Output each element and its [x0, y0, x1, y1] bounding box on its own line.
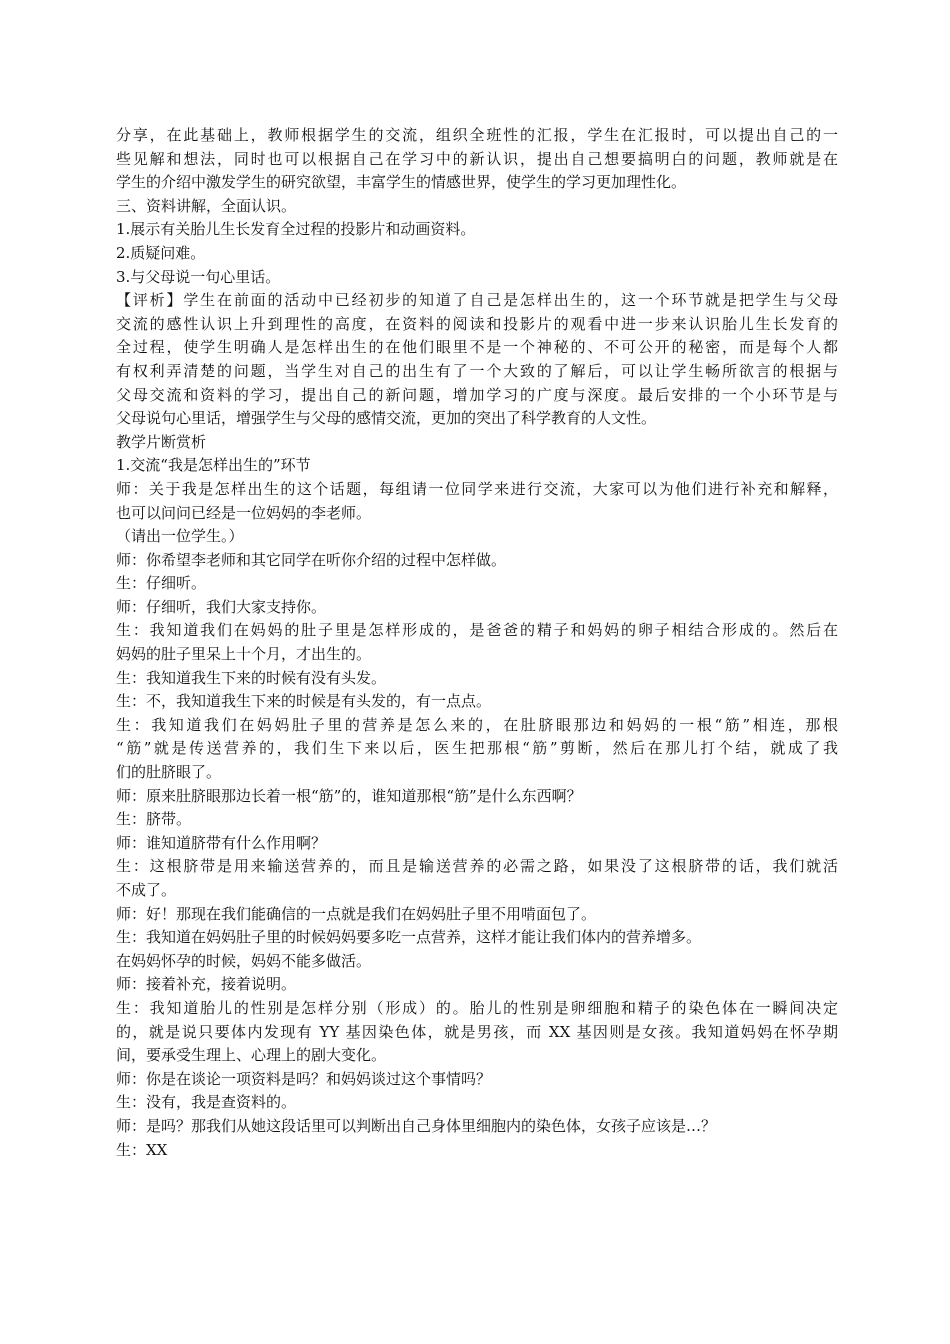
dialogue-line: 的，就是说只要体内发现有 YY 基因染色体，就是男孩，而 XX 基因则是女孩。我知道妈妈在怀孕期 — [116, 1022, 838, 1041]
dialogue-line: 师：你是在谈论一项资料是吗？和妈妈谈过这个事情吗？ — [116, 1069, 492, 1088]
dialogue-line: 师：关于我是怎样出生的这个话题，每组请一位同学来进行交流，大家可以为他们进行补充和解释， — [116, 479, 838, 498]
dialogue-line: 妈妈的肚子里呆上十个月，才出生的。 — [116, 645, 372, 664]
section-heading: 三、资料讲解，全面认识。 — [116, 196, 297, 215]
dialogue-line: 在妈妈怀孕的时候，妈妈不能多做活。 — [116, 951, 372, 970]
dialogue-line: “筋”就是传送营养的，我们生下来以后，医生把那根“筋”剪断，然后在那儿打个结，就成了我 — [116, 739, 838, 758]
dialogue-line: 生：我知道我们在妈妈肚子里的营养是怎么来的，在肚脐眼那边和妈妈的一根“筋”相连，那根 — [116, 715, 838, 734]
commentary-line: 交流的感性认识上升到理性的高度，在资料的阅读和投影片的观看中进一步来认识胎儿生长发育的 — [116, 314, 838, 333]
list-item: 3.与父母说一句心里话。 — [116, 267, 281, 286]
dialogue-line: 生：我知道在妈妈肚子里的时候妈妈要多吃一点营养，这样才能让我们体内的营养增多。 — [116, 928, 702, 947]
commentary-line: 父母交流和资料的学习，提出自己的新问题，增加学习的广度与深度。最后安排的一个小环节是与 — [116, 385, 838, 404]
dialogue-line: 生：我知道我们在妈妈的肚子里是怎样形成的，是爸爸的精子和妈妈的卵子相结合形成的。然后在 — [116, 621, 838, 640]
text-line: 分享，在此基础上，教师根据学生的交流，组织全班性的汇报，学生在汇报时，可以提出自己的一 — [116, 126, 838, 144]
dialogue-line: 师：是吗？那我们从她这段话里可以判断出自己身体里细胞内的染色体，女孩子应该是…？ — [116, 1116, 717, 1135]
text-line: 学生的介绍中激发学生的研究欲望，丰富学生的情感世界，使学生的学习更加理性化。 — [116, 173, 687, 192]
list-item: 2.质疑问难。 — [116, 243, 206, 262]
dialogue-line: 生：XX — [116, 1140, 168, 1159]
dialogue-line: 师：原来肚脐眼那边长着一根“筋”的，谁知道那根“筋”是什么东西啊？ — [116, 786, 582, 805]
dialogue-line: 不成了。 — [116, 881, 177, 899]
dialogue-line: 也可以问问已经是一位妈妈的李老师。 — [116, 503, 372, 522]
commentary-line: 有权利弄清楚的问题，当学生对自己的出生有了一个大致的了解后，可以让学生畅所欲言的根据与 — [116, 361, 838, 380]
dialogue-line: 生：这根脐带是用来输送营养的，而且是输送营养的必需之路，如果没了这根脐带的话，我们就活 — [116, 857, 838, 876]
commentary-line: 【评析】学生在前面的活动中已经初步的知道了自己是怎样出生的，这一个环节就是把学生与父母 — [116, 291, 838, 310]
commentary-line: 全过程，使学生明确人是怎样出生的在他们眼里不是一个神秘的、不可公开的秘密，而是每个人都 — [116, 338, 838, 357]
list-item: 1.展示有关胎儿生长发育全过程的投影片和动画资料。 — [116, 220, 476, 239]
commentary-line: 父母说句心里话，增强学生与父母的感情交流，更加的突出了科学教育的人文性。 — [116, 409, 657, 428]
dialogue-line: 生：我知道胎儿的性别是怎样分别（形成）的。胎儿的性别是卵细胞和精子的染色体在一瞬间决定 — [116, 998, 838, 1017]
dialogue-line: 师：接着补充，接着说明。 — [116, 975, 297, 994]
dialogue-line: 生：我知道我生下来的时候有没有头发。 — [116, 668, 387, 687]
dialogue-line: 间，要承受生理上、心理上的剧大变化。 — [116, 1046, 387, 1065]
dialogue-line: 生：没有，我是查资料的。 — [116, 1093, 297, 1112]
section-heading: 教学片断赏析 — [116, 432, 207, 451]
dialogue-line: 师：你希望李老师和其它同学在听你介绍的过程中怎样做。 — [116, 550, 507, 569]
dialogue-line: 生：脐带。 — [116, 810, 192, 829]
dialogue-line: 生：仔细听。 — [116, 574, 207, 593]
dialogue-line: 们的肚脐眼了。 — [116, 763, 222, 782]
stage-direction: （请出一位学生。） — [116, 527, 244, 546]
dialogue-line: 师：仔细听，我们大家支持你。 — [116, 597, 327, 616]
dialogue-line: 生：不，我知道我生下来的时候是有头发的，有一点点。 — [116, 692, 492, 711]
subsection-heading: 1.交流“我是怎样出生的”环节 — [116, 456, 311, 475]
dialogue-line: 师：好！那现在我们能确信的一点就是我们在妈妈肚子里不用啃面包了。 — [116, 904, 597, 923]
document-page — [116, 124, 838, 1162]
dialogue-line: 师：谁知道脐带有什么作用啊？ — [116, 833, 327, 852]
text-line: 些见解和想法，同时也可以根据自己在学习中的新认识，提出自己想要搞明白的问题，教师就是在 — [116, 149, 838, 168]
